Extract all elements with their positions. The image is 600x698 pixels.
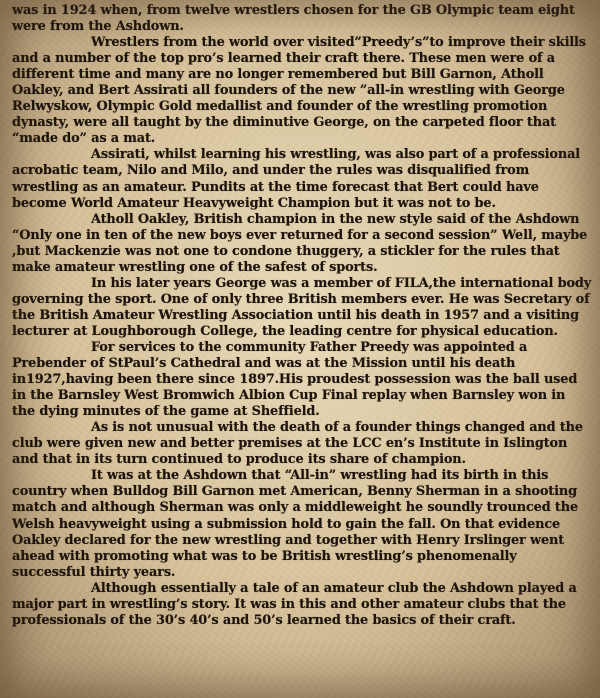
paragraph-7: As is not unusual with the death of a founder things changed and the club were given new and better premises at the LCC en’s Institute in Islington and that in its turn continued to produce its share of champion. [12,420,583,468]
paragraph-5: In his later years George was a member of FILA,the international body governing the sport. One of only three British members ever. He was Secretary of the British Amateur Wrestling Association until his death in 1957 and a visiting lecturer at Loughborough College, the leading centre for physical education. [12,275,592,339]
paragraph-9: Although essentially a tale of an amateur club the Ashdown played a major part in wrestling’s story. It was in this and other amateur clubs that the professionals of the 30’s 40’s and 50’s learned the basics of their craft. [12,580,577,628]
paragraph-2: Wrestlers from the world over visited”Preedy’s”to improve their skills and a number of the top pro’s learned their craft there. These men were of a different time and many are no longer remembered but Bill Garnon, Atholl Oakley, and Bert Assirati all founders of the new ”all-in wrestling with George Relwyskow, Olympic Gold medallist and founder of the wrestling promotion dynasty, were all taught by the diminutive George, on the carpeted floor that “made do” as a mat. [12,35,586,147]
paragraph-1: was in 1924 when, from twelve wrestlers chosen for the GB Olympic team eight were from the Ashdown. [12,3,575,35]
article-text [12,3,592,629]
paragraph-4: Atholl Oakley, British champion in the new style said of the Ashdown “Only one in ten of the new boys ever returned for a second session” Well, maybe ,but Mackenzie was not one to condone thuggery, a stickler for the rules that make amateur wrestling one of the safest of sports. [12,211,588,275]
paragraph-3: Assirati, whilst learning his wrestling, was also part of a professional acrobatic team, Nilo and Milo, and under the rules was disqualified from wrestling as an amateur. Pundits at the time forecast that Bert could have become World Amateur Heavyweight Champion but it was not to be. [12,147,581,211]
paragraph-6: For services to the community Father Preedy was appointed a Prebender of StPaul’s Cathedral and was at the Mission until his death in1927,having been there since 1897.His proudest possession was the ball used in the Barnsley West Bromwich Albion Cup Final replay when Barnsley won in the dying minutes of the game at Sheffield. [12,339,578,420]
paragraph-8: It was at the Ashdown that “All-in” wrestling had its birth in this country when Bulldog Bill Garnon met American, Benny Sherman in a shooting match and although Sherman was only a middleweight he soundly trounced the Welsh heavyweight using a submission hold to gain the fall. On that evidence Oakley declared for the new wrestling and together with Henry Irslinger went ahead with promoting what was to be British wrestling’s phenomenally successful thirty years. [12,468,579,580]
